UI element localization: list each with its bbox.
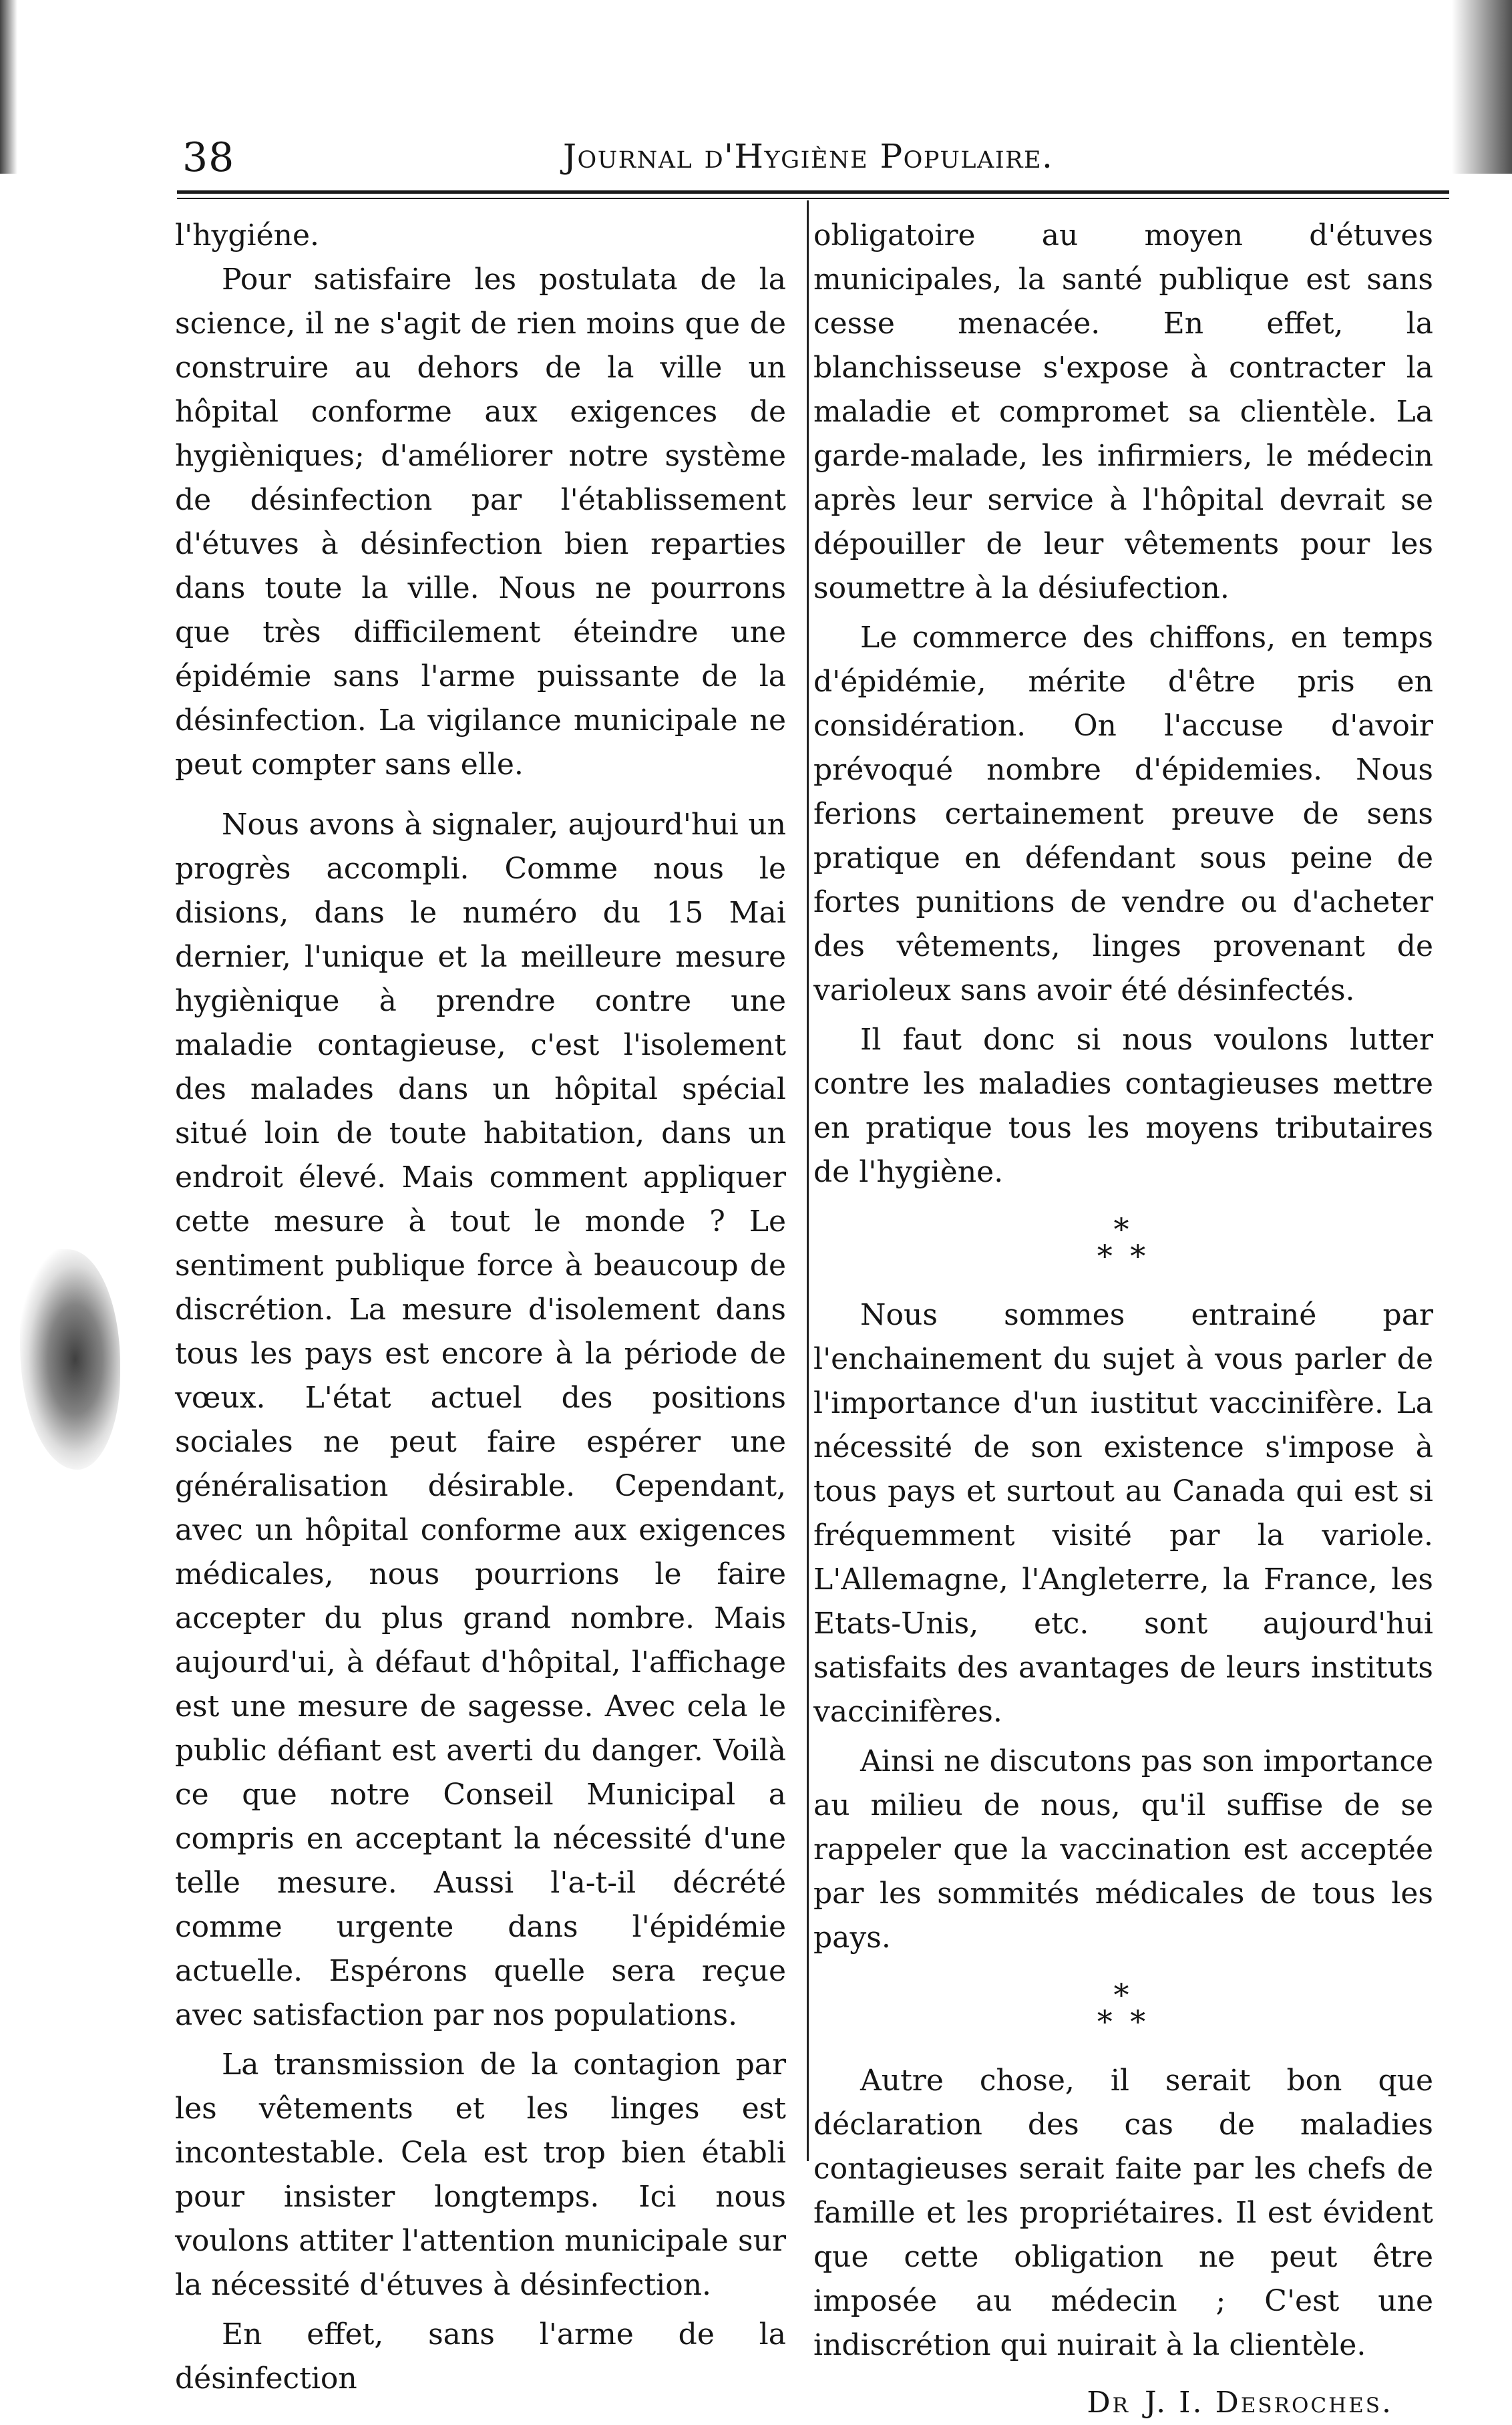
ink-smudge-mark xyxy=(20,1249,120,1470)
asterism-stars-bottom: * * xyxy=(1097,2003,1150,2040)
paragraph-il-faut: Il faut donc si nous voulons lutter contre les maladies contagieuses mettre en pratique tous les moyens tributaires de l'hygiène. xyxy=(813,1023,1433,1189)
page-header xyxy=(177,130,1449,190)
right-column xyxy=(813,214,1433,2425)
left-column xyxy=(175,214,786,2401)
asterism-divider-2 xyxy=(813,1977,1433,2040)
paragraph-institut-vaccinifere: Nous sommes entrainé par l'enchainement du sujet à vous parler de l'importance d'un iustitut vaccinifère. La nécessité de son existence s'impose à tous pays et surtout au Canada qui est si fréquemment visité par la variole. L'Allemagne, l'Angleterre, la France, les Etats-Unis, etc. sont aujourd'hui satisfaits des avantages de leurs instituts vaccinifères. xyxy=(813,1298,1433,1729)
asterism-star-top: * xyxy=(1113,1211,1133,1247)
asterism-divider-1 xyxy=(813,1211,1433,1274)
paragraph-etuves: obligatoire au moyen d'étuves municipales, la santé publique est sans cesse menacée. En effet, la blanchisseuse s'expose à contracter la maladie et compromet sa clientèle. La garde-malade, les infirmiers, le médecin après leur service à l'hôpital devrait se dépouiller de leur vêtements pour les soumettre à la désiufection. xyxy=(813,218,1433,605)
paragraph-en-effet: En effet, sans l'arme de la désinfection xyxy=(175,2317,786,2396)
paragraph-continuation: l'hygiéne. xyxy=(175,218,320,253)
asterism-star-top: * xyxy=(1113,1977,1133,2013)
scan-edge-shadow-left xyxy=(0,0,17,174)
paragraph-autre-chose: Autre chose, il serait bon que déclaration des cas de maladies contagieuses serait faite par les chefs de famille et les propriétaires. Il est évident que cette obligation ne peut être imposée au médecin ; C'est une indiscrétion qui nuirait à la clientèle. xyxy=(813,2064,1433,2362)
asterism-stars-bottom: * * xyxy=(1097,1238,1150,1274)
signature-name: J. I. Desroches. xyxy=(1144,2386,1393,2420)
paragraph-transmission: La transmission de la contagion par les vêtements et les linges est incontestable. Cela est trop bien établi pour insister longtemps. Ici nous voulons attiter l'attention municipale sur la nécessité d'étuves à désinfection. xyxy=(175,2048,786,2302)
column-divider xyxy=(807,200,809,2161)
header-rule-thin xyxy=(177,198,1449,199)
paragraph-ainsi: Ainsi ne discutons pas son importance au milieu de nous, qu'il suffise de se rappeler que la vaccination est acceptée par les sommités médicales de tous les pays. xyxy=(813,1744,1433,1955)
paragraph-progres: Nous avons à signaler, aujourd'hui un progrès accompli. Comme nous le disions, dans le numéro du 15 Mai dernier, l'unique et la meilleure mesure hygiènique à prendre contre une maladie contagieuse, c'est l'isolement des malades dans un hôpital spécial situé loin de toute habitation, dans un endroit élevé. Mais comment appliquer cette mesure à tout le monde ? Le sentiment publique force à beaucoup de discrétion. La mesure d'isolement dans tous les pays est encore à la période de vœux. L'état actuel des positions sociales ne peut faire espérer une généralisation désirable. Cependant, avec un hôpital conforme aux exigences médicales, nous pourrions le faire accepter du plus grand nombre. Mais aujourd'ui, à défaut d'hôpital, l'affichage est une mesure de sagesse. Avec cela le public défiant est averti du danger. Voilà ce que notre Conseil Municipal a compris en acceptant la nécessité d'une telle mesure. Aussi l'a-t-il décrété comme urgente dans l'épidémie actuelle. Espérons quelle sera reçue avec satisfaction par nos populations. xyxy=(175,808,786,2032)
paragraph-postulata: Pour satisfaire les postulata de la science, il ne s'agit de rien moins que de construire au dehors de la ville un hôpital conforme aux exigences de hygièniques; d'améliorer notre système de désinfection par l'établissement d'étuves à désinfection bien reparties dans toute la ville. Nous ne pourrons que très difficilement éteindre une épidémie sans l'arme puissante de la désinfection. La vigilance municipale ne peut compter sans elle. xyxy=(175,263,786,782)
page-number: 38 xyxy=(182,134,235,181)
running-title: Journal d'Hygiène Populaire. xyxy=(563,137,1054,176)
author-signature xyxy=(813,2381,1433,2425)
header-rule-thick xyxy=(177,190,1449,194)
signature-prefix: Dr xyxy=(1087,2386,1130,2420)
paragraph-chiffons: Le commerce des chiffons, en temps d'épidémie, mérite d'être pris en considération. On l'accuse d'avoir prévoqué nombre d'épidemies. Nous ferions certainement preuve de sens pratique en défendant sous peine de fortes punitions de vendre ou d'acheter des vêtements, linges provenant de varioleux sans avoir été désinfectés. xyxy=(813,621,1433,1007)
scan-edge-shadow-right xyxy=(1452,0,1512,174)
